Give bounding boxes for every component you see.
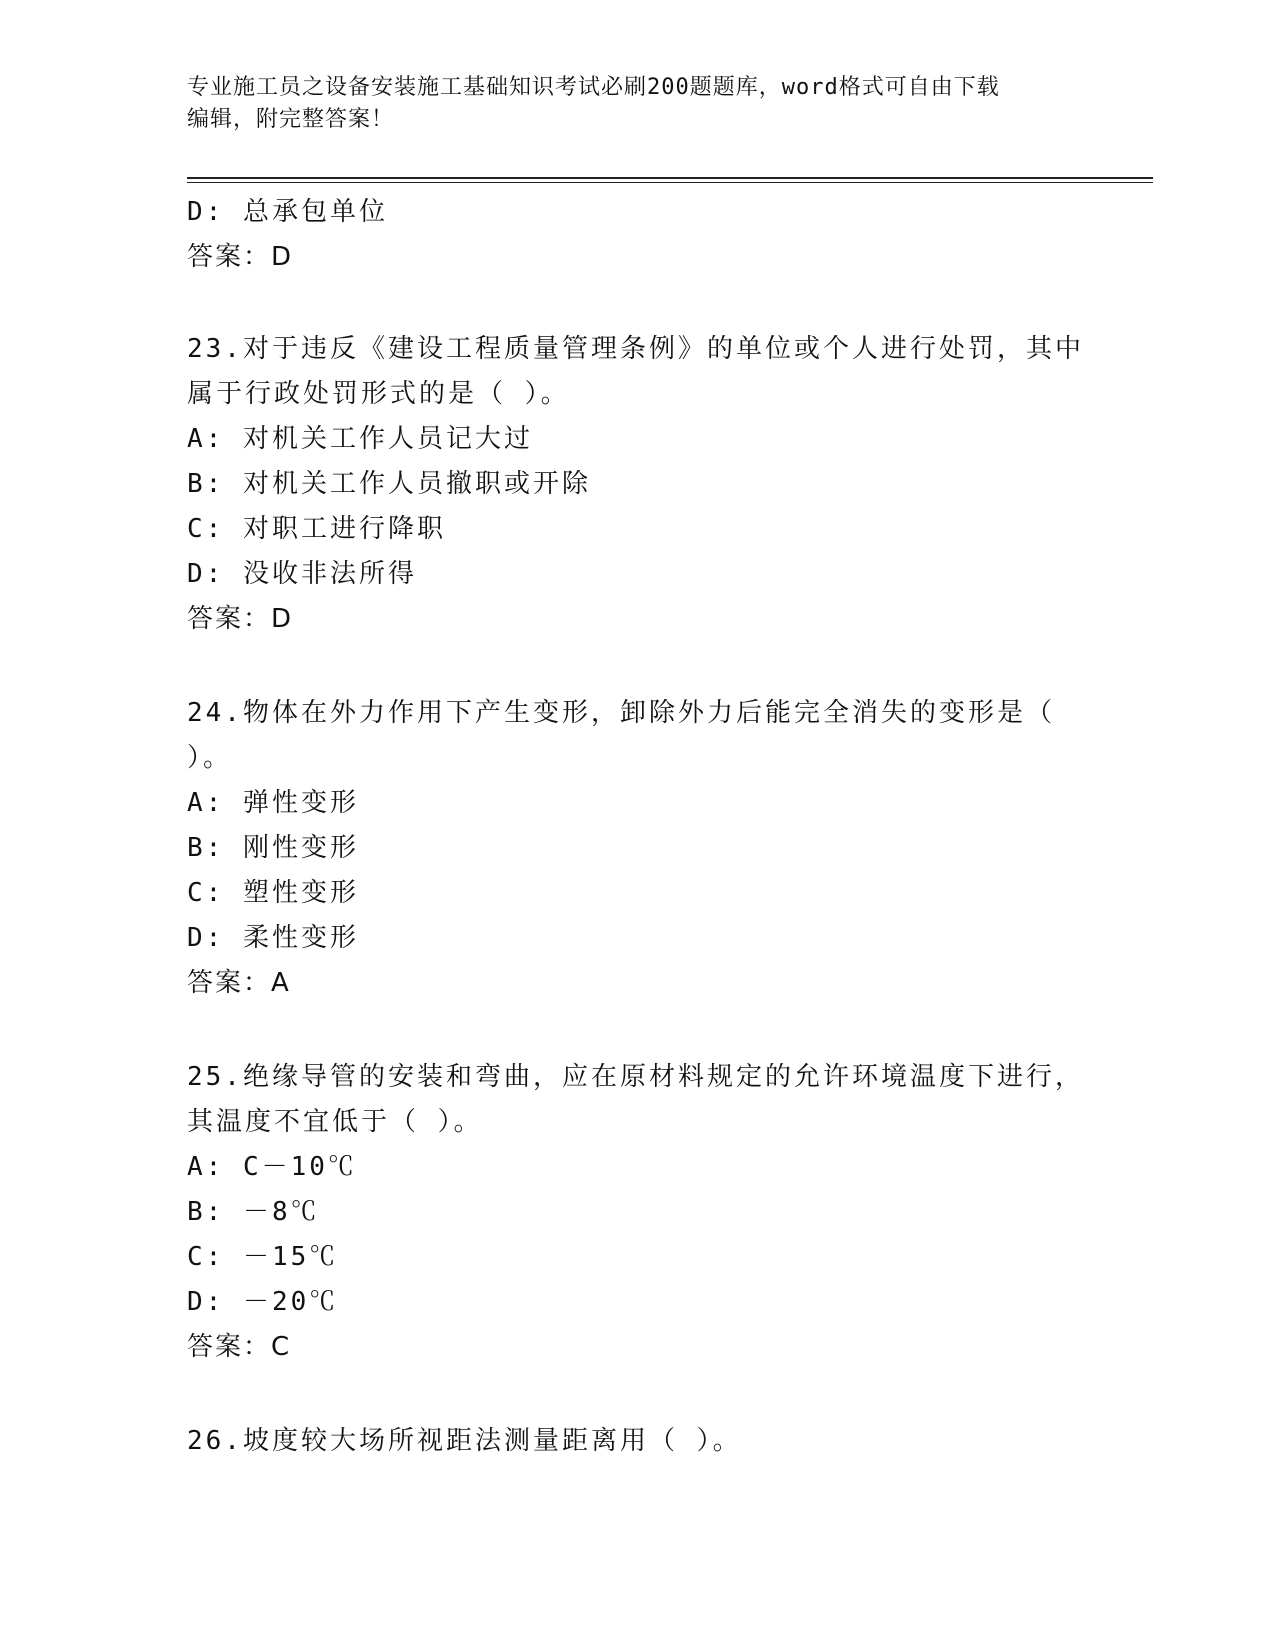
header-line-2: 编辑，附完整答案！ bbox=[187, 107, 395, 132]
question-23 bbox=[187, 327, 1087, 642]
header-line-1: 专业施工员之设备安装施工基础知识考试必刷200题题库，word格式可自由下载 bbox=[187, 75, 1000, 100]
question-24 bbox=[187, 691, 1087, 1006]
answer: 答案：D bbox=[187, 242, 294, 272]
option-b: B: －8℃ bbox=[187, 1197, 320, 1227]
option-a: A: 弹性变形 bbox=[187, 788, 359, 818]
option-d: D: 总承包单位 bbox=[187, 197, 388, 227]
option-d: D: 柔性变形 bbox=[187, 923, 359, 953]
question-list bbox=[187, 190, 1087, 1464]
option-d: D: －20℃ bbox=[187, 1287, 339, 1317]
answer: 答案：D bbox=[187, 604, 294, 634]
header-rule-thin bbox=[187, 182, 1153, 183]
option-a: A: C－10℃ bbox=[187, 1152, 357, 1182]
answer: 答案：A bbox=[187, 968, 291, 998]
question-stem-cont: 属于行政处罚形式的是（ ）。 bbox=[187, 379, 570, 409]
question-stem-cont: ）。 bbox=[187, 743, 233, 773]
option-c: C: －15℃ bbox=[187, 1242, 339, 1272]
question-stem: 23.对于违反《建设工程质量管理条例》的单位或个人进行处罚，其中 bbox=[187, 334, 1084, 364]
option-b: B: 刚性变形 bbox=[187, 833, 359, 863]
document-header bbox=[187, 72, 1087, 136]
question-stem: 24.物体在外力作用下产生变形，卸除外力后能完全消失的变形是（ bbox=[187, 698, 1055, 728]
question-25 bbox=[187, 1055, 1087, 1370]
question-stem: 25.绝缘导管的安装和弯曲，应在原材料规定的允许环境温度下进行， bbox=[187, 1062, 1084, 1092]
question-stem-cont: 其温度不宜低于（ ）。 bbox=[187, 1107, 483, 1137]
option-a: A: 对机关工作人员记大过 bbox=[187, 424, 533, 454]
header-rule-thick bbox=[187, 177, 1153, 179]
option-c: C: 塑性变形 bbox=[187, 878, 359, 908]
option-b: B: 对机关工作人员撤职或开除 bbox=[187, 469, 591, 499]
option-d: D: 没收非法所得 bbox=[187, 559, 417, 589]
question-stem: 26.坡度较大场所视距法测量距离用（ ）。 bbox=[187, 1426, 742, 1456]
answer: 答案：C bbox=[187, 1332, 292, 1362]
question-26 bbox=[187, 1419, 1087, 1464]
option-c: C: 对职工进行降职 bbox=[187, 514, 446, 544]
